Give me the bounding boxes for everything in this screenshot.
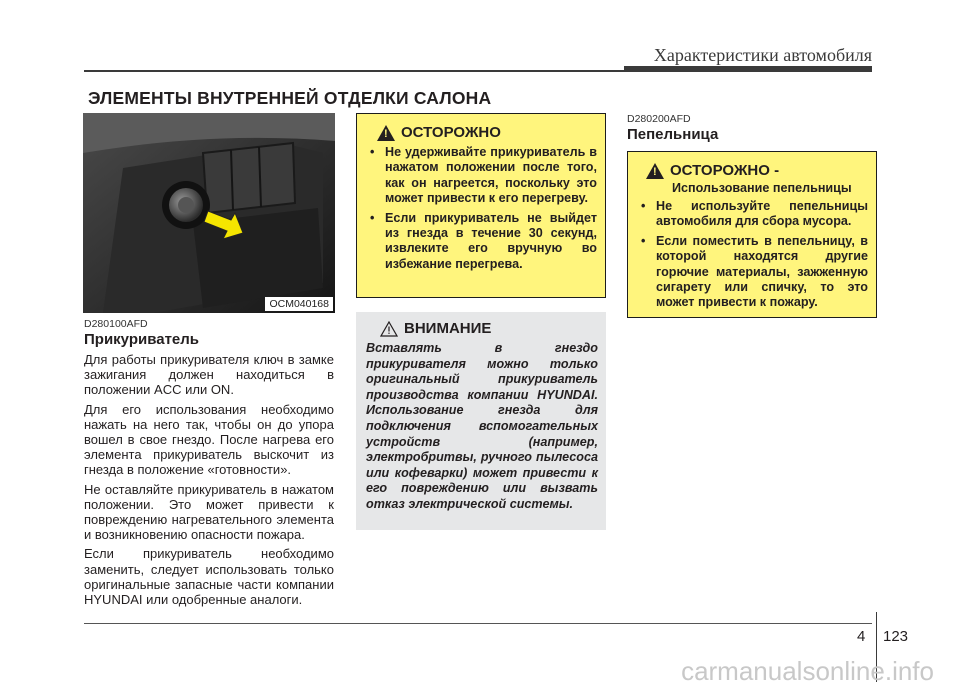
list-item: • Если поместить в пепельницу, в которой находятся другие горючие материалы, зажженную сигарету или спичку, то это может привести к пожару. xyxy=(636,234,868,311)
section-code: D280200AFD xyxy=(627,113,691,125)
header-rule-accent xyxy=(624,66,872,72)
warning-outline-icon xyxy=(380,321,398,337)
caution-header xyxy=(365,124,597,141)
cigarette-lighter-photo xyxy=(83,113,335,313)
paragraph: Если прикуриватель необходимо заменить, следует использовать только оригинальные запасные части компании HYUNDAI или одобренные аналоги. xyxy=(84,546,334,608)
lighter-body xyxy=(84,352,334,611)
footer-rule xyxy=(84,623,872,624)
console-illustration xyxy=(83,113,335,313)
paragraph: Для работы прикуривателя ключ в замке зажигания должен находиться в положении ACC или ON. xyxy=(84,352,334,398)
watermark: carmanualsonline.info xyxy=(681,656,934,686)
warning-icon xyxy=(646,163,664,179)
ashtray-heading: Пепельница xyxy=(627,126,719,143)
caution-box xyxy=(356,113,606,298)
lighter-heading: Прикуриватель xyxy=(84,331,200,348)
paragraph: Для его использования необходимо нажать на него так, чтобы он до упора вошел в свое гнездо. После нагрева его элемента прикуриватель выскочит из гнезда в положение «готовности». xyxy=(84,401,334,478)
ashtray-caution-header xyxy=(636,162,868,179)
notice-header xyxy=(366,320,598,337)
notice-box xyxy=(356,312,606,530)
ashtray-caution-list xyxy=(636,199,868,311)
ashtray-caution-subtitle: Использование пепельницы xyxy=(672,181,852,195)
section-title: ЭЛЕМЕНТЫ ВНУТРЕННЕЙ ОТДЕЛКИ САЛОНА xyxy=(88,88,492,108)
caution-list xyxy=(365,145,597,272)
caution-title: ОСТОРОЖНО xyxy=(401,124,501,141)
ashtray-caution-title: ОСТОРОЖНО - xyxy=(670,162,780,179)
paragraph: Не оставляйте прикуриватель в нажатом положении. Это может привести к повреждению нагревательного элемента и возникновению опасности пожара. xyxy=(84,481,334,543)
running-head: Характеристики автомобиля xyxy=(653,45,872,65)
page-number: 123 xyxy=(883,628,909,645)
notice-text: Вставлять в гнездо прикуривателя можно только оригинальный прикуриватель производства компании HYUNDAI. Использование гнезда для подключения вспомогательных устройств (например, электробритвы, ручного пылесоса или кофеварки) может привести к его повреждению или вызвать отказ электрической системы. xyxy=(366,341,598,511)
ashtray-caution-box xyxy=(627,151,877,318)
photo-id-label: OCM040168 xyxy=(265,297,333,311)
warning-icon xyxy=(377,125,395,141)
list-item: • Не удерживайте прикуриватель в нажатом положении после того, как он нагреется, поскольку это может привести к его перегреву. xyxy=(365,145,597,207)
section-code: D280100AFD xyxy=(84,318,148,330)
list-item: • Не используйте пепельницы автомобиля для сбора мусора. xyxy=(636,199,868,230)
chapter-number: 4 xyxy=(857,628,866,645)
notice-title: ВНИМАНИЕ xyxy=(404,320,492,337)
list-item: • Если прикуриватель не выйдет из гнезда в течение 30 секунд, извлеките его вручную во избежание перегрева. xyxy=(365,211,597,273)
